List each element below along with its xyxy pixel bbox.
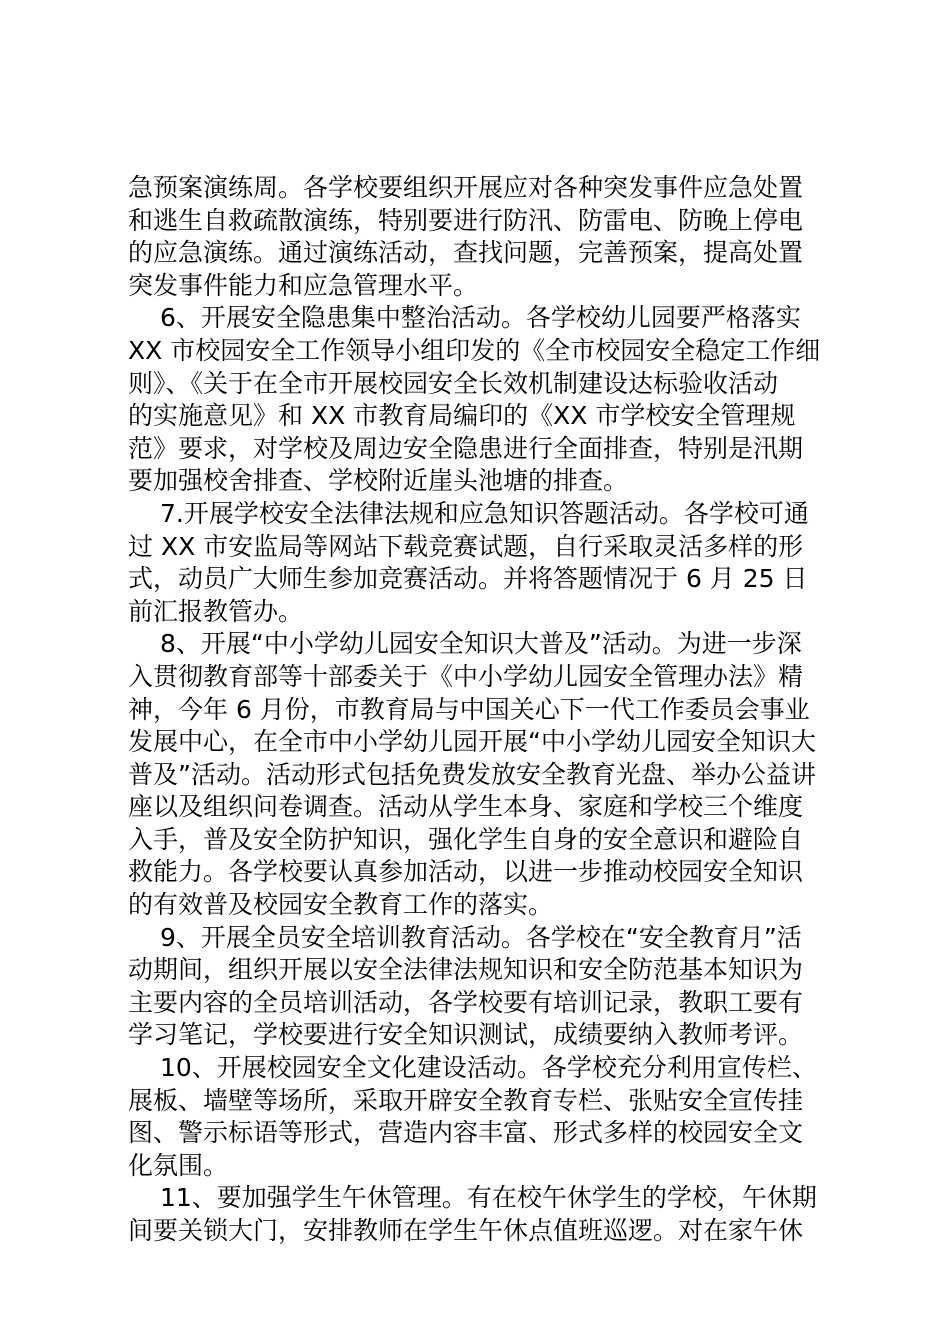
paragraph-6-start: 6、开展安全隐患集中整治活动。各学校幼儿园要严格落实 [160, 303, 801, 333]
paragraph-10-start: 10、开展校园安全文化建设活动。各学校充分利用宣传栏、 [160, 1053, 817, 1083]
text-line: 学习笔记，学校要进行安全知识测试，成绩要纳入教师考评。 [128, 1020, 804, 1050]
document-body [128, 172, 838, 1248]
text-line: 主要内容的全员培训活动，各学校要有培训记录，教职工要有 [128, 987, 804, 1017]
paragraph-9-start: 9、开展全员安全培训教育活动。各学校在“安全教育月”活 [160, 922, 802, 952]
text-line: 化氛围。 [128, 1150, 229, 1180]
text-line: 发展中心，在全市中小学幼儿园开展“中小学幼儿园安全知识大 [128, 727, 816, 757]
paragraph-7-start: 7.开展学校安全法律法规和应急知识答题活动。各学校可通 [160, 498, 809, 528]
text-line: 和逃生自救疏散演练，特别要进行防汛、防雷电、防晚上停电 [128, 205, 804, 235]
text-line: 入贯彻教育部等十部委关于《中小学幼儿园安全管理办法》精 [128, 661, 804, 691]
text-line: XX 市校园安全工作领导小组印发的《全市校园安全稳定工作细 [128, 335, 821, 365]
text-line: 要加强校舍排查、学校附近崖头池塘的排查。 [128, 466, 629, 496]
paragraph-11-start: 11、要加强学生午休管理。有在校午休学生的学校，午休期 [160, 1183, 817, 1213]
text-line: 前汇报教管办。 [128, 596, 304, 626]
text-line: 的应急演练。通过演练活动，查找问题，完善预案，提高处置 [128, 238, 804, 268]
text-line: 范》要求，对学校及周边安全隐患进行全面排查，特别是汛期 [128, 433, 804, 463]
text-line: 则》、《关于在全市开展校园安全长效机制建设达标验收活动 [128, 368, 779, 398]
text-line: 救能力。各学校要认真参加活动，以进一步推动校园安全知识 [128, 857, 804, 887]
text-line: 展板、墙壁等场所，采取开辟安全教育专栏、张贴安全宣传挂 [128, 1085, 804, 1115]
text-line: 的实施意见》和 XX 市教育局编印的《XX 市学校安全管理规 [128, 401, 796, 431]
text-line: 图、警示标语等形式，营造内容丰富、形式多样的校园安全文 [128, 1118, 804, 1148]
text-line: 普及”活动。活动形式包括免费发放安全教育光盘、举办公益讲 [128, 759, 816, 789]
text-line: 过 XX 市安监局等网站下载竞赛试题，自行采取灵活多样的形 [128, 531, 804, 561]
text-line: 间要关锁大门，安排教师在学生午休点值班巡逻。对在家午休 [128, 1216, 804, 1245]
text-line: 的有效普及校园安全教育工作的落实。 [128, 890, 554, 920]
paragraph-8-start: 8、开展“中小学幼儿园安全知识大普及”活动。为进一步深 [160, 629, 802, 659]
text-line: 动期间，组织开展以安全法律法规知识和安全防范基本知识为 [128, 955, 804, 985]
text-line: 座以及组织问卷调查。活动从学生本身、家庭和学校三个维度 [128, 792, 804, 822]
text-line: 神，今年 6 月份，市教育局与中国关心下一代工作委员会事业 [128, 694, 810, 724]
text-line: 急预案演练周。各学校要组织开展应对各种突发事件应急处置 [128, 173, 804, 202]
text-line: 突发事件能力和应急管理水平。 [128, 270, 479, 300]
text-line: 入手，普及安全防护知识，强化学生自身的安全意识和避险自 [128, 824, 804, 854]
text-line: 式，动员广大师生参加竞赛活动。并将答题情况于 6 月 25 日 [128, 564, 808, 594]
